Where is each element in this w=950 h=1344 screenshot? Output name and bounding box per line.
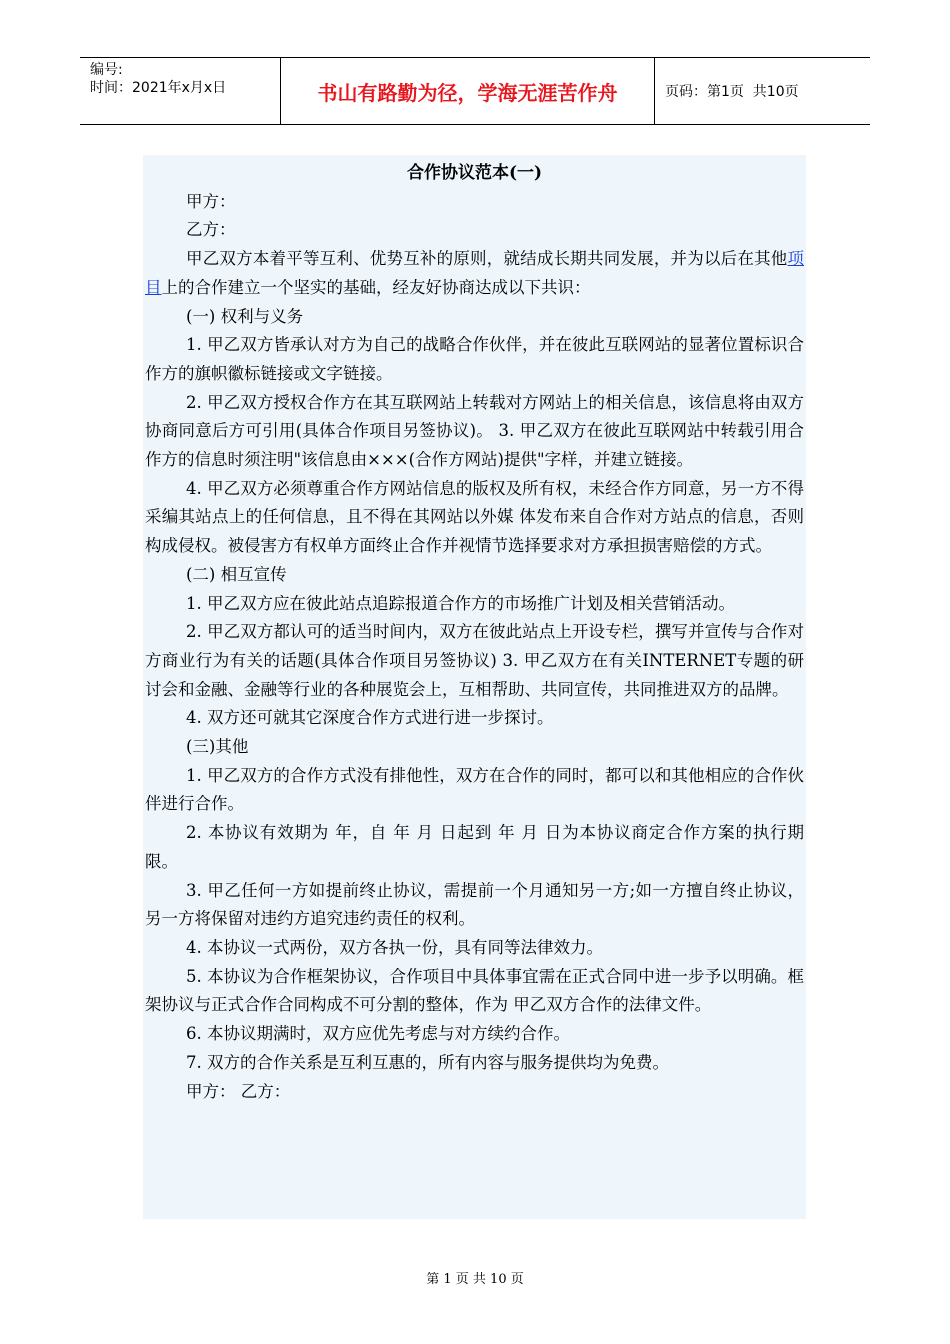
clause-paragraph: 5. 本协议为合作框架协议，合作项目中具体事宜需在正式合同中进一步予以明确。框架协议与正式合作合同构成不可分割的整体，作为 甲乙双方合作的法律文件。 [145,966,804,1015]
clause-paragraph: 4. 甲乙双方必须尊重合作方网站信息的版权及所有权，未经合作方同意，另一方不得采编其站点上的任何信息，且不得在其网站以外媒 体发布来自合作对方站点的信息，否则构成侵权。被侵害方有权单方面终止合作并视情节选择要求对方承担损害赔偿的方式。 [145,478,804,556]
clause-paragraph: 1. 甲乙双方的合作方式没有排他性，双方在合作的同时，都可以和其他相应的合作伙伴进行合作。 [145,765,804,814]
clause-paragraph: 3. 甲乙任何一方如提前终止协议，需提前一个月通知另一方;如一方擅自终止协议，另一方将保留对违约方追究违约责任的权利。 [145,880,804,929]
page-header [80,57,870,125]
header-page-info [655,58,870,124]
header-page-label: 页码：第1页 共10页 [665,84,799,100]
header-motto: 书山有路勤为径，学海无涯苦作舟 [281,58,655,124]
section-heading: (二) 相互宣传 [186,564,287,584]
clause-paragraph: 7. 双方的合作关系是互利互惠的，所有内容与服务提供均为免费。 [186,1052,669,1072]
section-heading: (一) 权利与义务 [186,306,304,326]
clause-paragraph: 1. 甲乙双方皆承认对方为自己的战略合作伙伴，并在彼此互联网站的显著位置标识合作方的旗帜徽标链接或文字链接。 [145,335,804,383]
clause-paragraph: 2. 甲乙双方都认可的适当时间内，双方在彼此站点上开设专栏，撰写并宣传与合作对方商业行为有关的话题(具体合作项目另签协议) 3. 甲乙双方在有关INTERNET专题的研讨会和金融、金融等行业的各种展览会上，互相帮助、共同宣传，共同推进双方的品牌。 [145,622,804,699]
intro-paragraph [145,245,804,302]
clause-paragraph: 2. 甲乙双方授权合作方在其互联网站上转载对方网站上的相关信息，该信息将由双方协商同意后方可引用(具体合作项目另签协议)。 3. 甲乙双方在彼此互联网站中转载引用合作方的信息时须注明"该信息由×××(合作方网站)提供"字样，并建立链接。 [145,392,804,470]
clause-paragraph: 6. 本协议期满时，双方应优先考虑与对方续约合作。 [186,1024,570,1044]
document-body [143,155,806,1219]
party-b-line: 乙方： [186,220,236,240]
document-title: 合作协议范本(一) [406,163,543,183]
intro-text-start: 甲乙双方本着平等互利、优势互补的原则，就结成长期共同发展，并为以后在其他 [186,249,788,269]
document-number-label: 编号: [90,62,123,78]
clause-paragraph: 4. 本协议一式两份，双方各执一份，具有同等法律效力。 [186,937,603,957]
page-footer: 第 1 页 共 10 页 [426,1272,524,1287]
party-a-line: 甲方： [186,191,236,211]
clause-paragraph: 2. 本协议有效期为 年，自 年 月 日起到 年 月 日为本协议商定合作方案的执行期限。 [145,823,804,871]
document-time-label: 时间：2021年x月x日 [90,80,227,96]
project-link[interactable]: 项目 [145,249,804,297]
intro-text-end: 上的合作建立一个坚实的基础，经友好协商达成以下共识： [161,277,591,297]
clause-paragraph: 1. 甲乙双方应在彼此站点追踪报道合作方的市场推广计划及相关营销活动。 [186,593,735,613]
header-meta [80,58,281,124]
clause-paragraph: 4. 双方还可就其它深度合作方式进行进一步探讨。 [186,708,554,728]
section-heading: (三)其他 [186,737,249,757]
signature-line: 甲方： 乙方： [186,1081,291,1101]
